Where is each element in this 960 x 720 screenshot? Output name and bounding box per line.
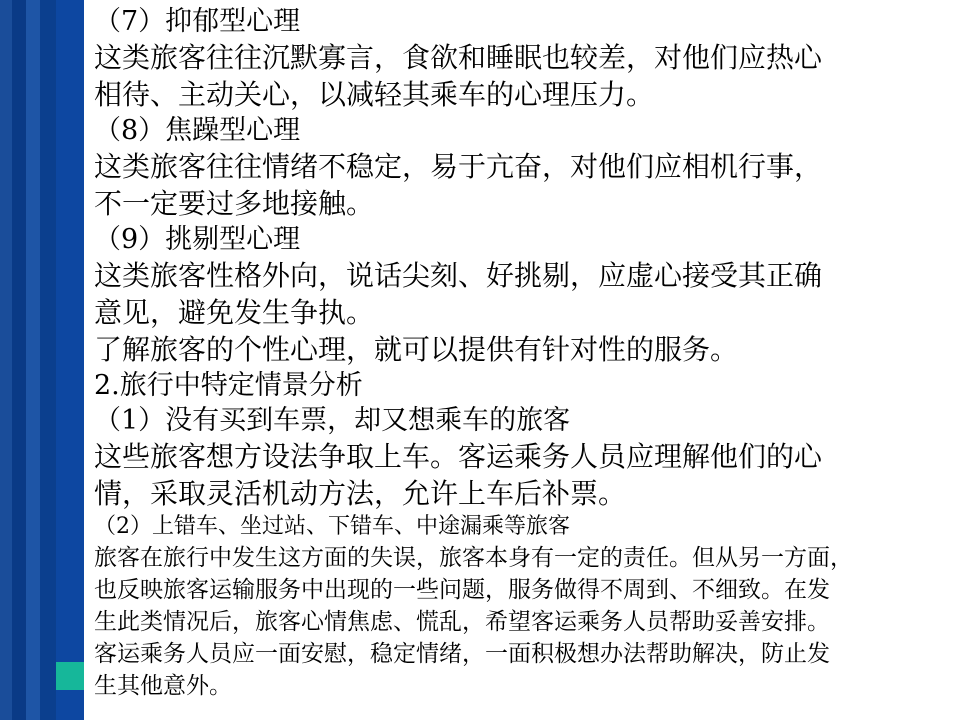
paragraph-line: 意见，避免发生争执。 xyxy=(94,296,375,329)
paragraph-line: 这类旅客性格外向，说话尖刻、好挑剔，应虚心接受其正确 xyxy=(94,259,823,292)
paragraph-line: 这些旅客想方设法争取上车。客运乘务人员应理解他们的心 xyxy=(94,440,823,473)
paragraph-line: 相待、主动关心，以减轻其乘车的心理压力。 xyxy=(94,78,655,111)
paragraph-line: 客运乘务人员应一面安慰，稳定情绪，一面积极想办法帮助解决，防止发 xyxy=(94,641,830,667)
sidebar-stripe xyxy=(56,0,84,720)
accent-square xyxy=(56,662,84,690)
section-heading-7: （7）抑郁型心理 xyxy=(94,6,301,37)
paragraph-line: 情，采取灵活机动方法，允许上车后补票。 xyxy=(94,477,627,510)
summary-line: 了解旅客的个性心理，就可以提供有针对性的服务。 xyxy=(94,333,739,366)
section-heading-8: （8）焦躁型心理 xyxy=(94,115,301,146)
paragraph-line: 旅客在旅行中发生这方面的失误，旅客本身有一定的责任。但从另一方面， xyxy=(94,545,853,571)
section-heading-9: （9）挑剔型心理 xyxy=(94,224,301,255)
paragraph-line: 这类旅客往往情绪不稳定，易于亢奋，对他们应相机行事， xyxy=(94,150,823,183)
paragraph-line: 生其他意外。 xyxy=(94,673,232,699)
sidebar-stripe xyxy=(0,0,12,720)
paragraph-line: 这类旅客往往沉默寡言，食欲和睡眠也较差，对他们应热心 xyxy=(94,41,823,74)
sidebar-stripe xyxy=(12,0,26,720)
paragraph-line: 不一定要过多地接触。 xyxy=(94,187,375,220)
sidebar-decoration xyxy=(0,0,84,720)
subsection-heading-2: （2）上错车、坐过站、下错车、中途漏乘等旅客 xyxy=(94,514,570,539)
slide-content xyxy=(94,4,956,702)
subsection-heading-1: （1）没有买到车票，却又想乘车的旅客 xyxy=(94,405,571,436)
sidebar-lower-block xyxy=(56,690,84,720)
paragraph-line: 也反映旅客运输服务中出现的一些问题，服务做得不周到、不细致。在发 xyxy=(94,577,830,603)
sidebar-stripe xyxy=(40,0,56,720)
sidebar-stripe xyxy=(26,0,40,720)
section-heading-2: 2.旅行中特定情景分析 xyxy=(94,370,363,401)
paragraph-line: 生此类情况后，旅客心情焦虑、慌乱，希望客运乘务人员帮助妥善安排。 xyxy=(94,609,830,635)
